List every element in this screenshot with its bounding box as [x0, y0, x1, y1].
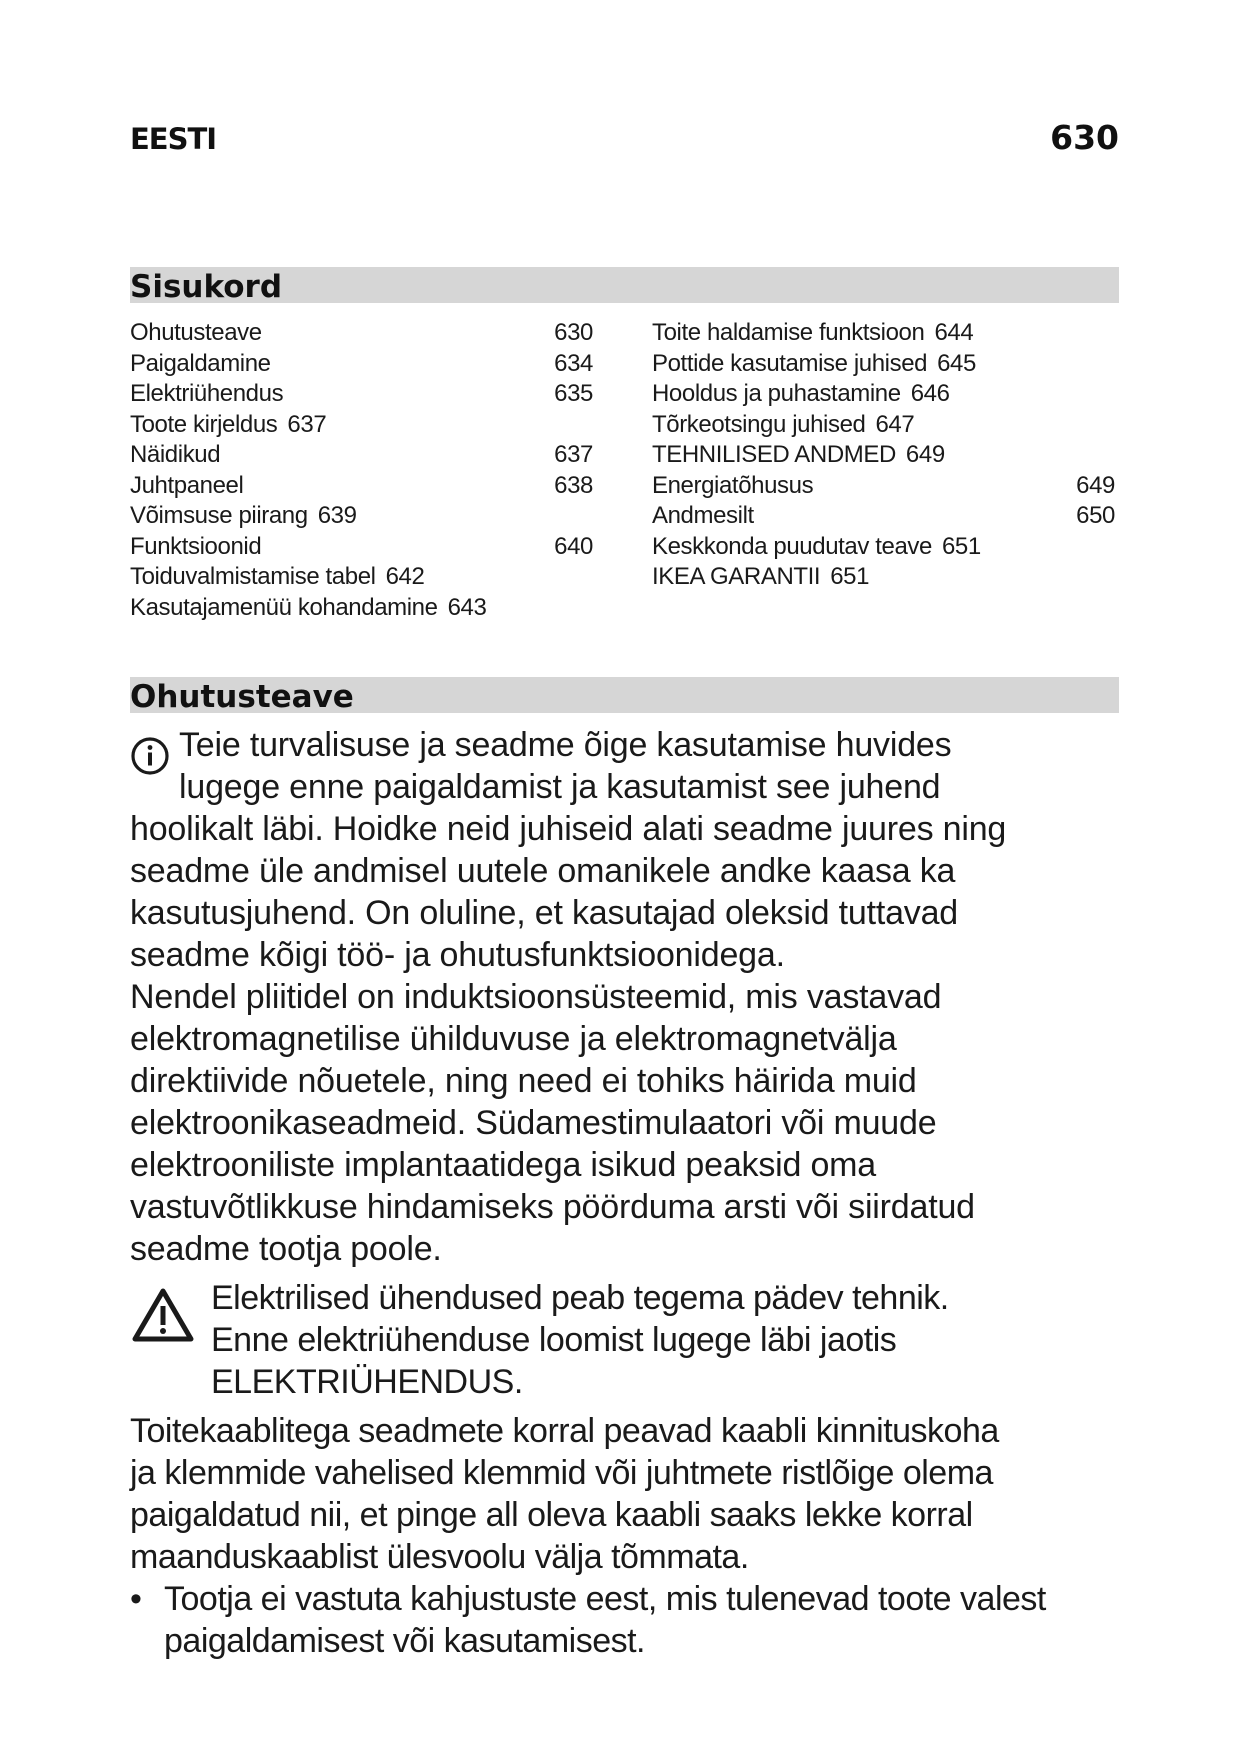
- toc-entry-label: Tõrkeotsingu juhised: [652, 410, 866, 438]
- text-line: Toitekaablitega seadmete korral peavad kaabli kinnituskoha: [130, 1412, 999, 1450]
- toc-entry-page: 634: [554, 349, 593, 377]
- electrical-warning-text: [211, 1277, 1111, 1403]
- toc-entry-page: 647: [875, 410, 915, 438]
- cable-paragraph: [130, 1410, 1119, 1578]
- text-line: seadme üle andmisel uutele omanikele andke kaasa ka: [130, 852, 956, 890]
- toc-entry-page: 643: [447, 593, 487, 621]
- toc-entry-page: 645: [937, 349, 976, 377]
- text-line: Enne elektriühenduse loomist lugege läbi jaotis: [211, 1321, 897, 1359]
- toc-entry-label: Toote kirjeldus: [130, 410, 278, 438]
- toc-entry: [130, 318, 593, 349]
- toc-entry-label: Võimsuse piirang: [130, 502, 308, 529]
- toc-entry-page: 651: [830, 563, 870, 590]
- toc-entry: [652, 379, 1115, 410]
- toc-entry-page: 651: [941, 532, 981, 560]
- toc-entry: [130, 379, 593, 410]
- toc-entry-label: Pottide kasutamise juhised: [652, 349, 928, 377]
- toc-entry: [130, 532, 593, 563]
- toc-entry-label: Kasutajamenüü kohandamine: [130, 593, 438, 621]
- toc-entry-label: IKEA GARANTII: [652, 563, 821, 590]
- language-label: EESTI: [130, 122, 217, 156]
- text-line: ja klemmide vahelised klemmid või juhtmete ristlõige olema: [130, 1454, 993, 1492]
- toc-entry-page: 644: [934, 319, 974, 346]
- toc-entry: [652, 318, 1115, 349]
- toc-right-column: [652, 318, 1115, 593]
- toc-entry-page: 650: [1076, 502, 1115, 529]
- text-line: Tootja ei vastuta kahjustuste eest, mis tulenevad toote valest: [164, 1580, 1046, 1618]
- toc-entry-label: Elektriühendus: [130, 380, 284, 407]
- toc-entry: [652, 440, 1115, 471]
- text-line: elektromagnetilise ühilduvuse ja elektromagnetvälja: [130, 1020, 897, 1058]
- toc-entry: [652, 349, 1115, 380]
- toc-title: Sisukord: [130, 269, 283, 305]
- toc-entry: [652, 410, 1115, 441]
- text-line: paigaldatud nii, et pinge all oleva kaabli saaks lekke korral: [130, 1496, 973, 1534]
- toc-entry: [130, 562, 593, 593]
- safety-intro-paragraph: [130, 724, 1119, 1270]
- bullet-item: [130, 1578, 1119, 1662]
- toc-left-column: [130, 318, 593, 623]
- text-line: elektroonikaseadmeid. Südamestimulaatori või muude: [130, 1104, 937, 1142]
- toc-entry-label: TEHNILISED ANDMED: [652, 441, 896, 468]
- toc-entry-label: Paigaldamine: [130, 349, 271, 377]
- toc-entry-page: 649: [1076, 471, 1115, 499]
- toc-entry: [652, 471, 1115, 502]
- bullet-text: [130, 1578, 1119, 1662]
- toc-entry: [130, 349, 593, 380]
- toc-entry-page: 638: [554, 471, 593, 499]
- text-line: seadme tootja poole.: [130, 1230, 442, 1268]
- warning-icon: [131, 1287, 195, 1343]
- text-line: seadme kõigi töö- ja ohutusfunktsioonidega.: [130, 936, 785, 974]
- toc-entry-label: Näidikud: [130, 441, 221, 468]
- toc-entry-page: 635: [554, 380, 593, 407]
- toc-entry: [652, 501, 1115, 532]
- toc-entry: [652, 532, 1115, 563]
- toc-entry-label: Energiatõhusus: [652, 471, 814, 499]
- toc-entry-page: 637: [287, 410, 327, 438]
- toc-entry: [130, 501, 593, 532]
- toc-entry-page: 630: [554, 319, 593, 346]
- toc-entry-label: Toiduvalmistamise tabel: [130, 563, 376, 590]
- toc-entry: [130, 471, 593, 502]
- toc-entry: [130, 410, 593, 441]
- text-line: maanduskaablist ülesvoolu välja tõmmata.: [130, 1538, 749, 1576]
- toc-entry-page: 637: [554, 441, 593, 468]
- safety-title: Ohutusteave: [130, 679, 354, 715]
- text-line: Nendel pliitidel on induktsioonsüsteemid, mis vastavad: [130, 978, 942, 1016]
- text-line: paigaldamisest või kasutamisest.: [164, 1622, 646, 1660]
- bullet-dot: •: [130, 1580, 142, 1618]
- page-number: 630: [1050, 118, 1119, 157]
- toc-entry-page: 649: [905, 441, 945, 468]
- text-line: ELEKTRIÜHENDUS.: [211, 1363, 523, 1401]
- toc-entry-label: Keskkonda puudutav teave: [652, 532, 932, 560]
- toc-entry-label: Toite haldamise funktsioon: [652, 319, 925, 346]
- toc-entry: [652, 562, 1115, 593]
- text-line: Elektrilised ühendused peab tegema pädev tehnik.: [211, 1279, 949, 1317]
- toc-entry-label: Funktsioonid: [130, 532, 262, 560]
- text-line: Teie turvalisuse ja seadme õige kasutamise huvides: [179, 726, 952, 764]
- toc-entry: [130, 440, 593, 471]
- text-line: lugege enne paigaldamist ja kasutamist see juhend: [179, 768, 941, 806]
- toc-entry-label: Juhtpaneel: [130, 471, 244, 499]
- toc-entry-label: Ohutusteave: [130, 319, 262, 346]
- text-line: kasutusjuhend. On oluline, et kasutajad oleksid tuttavad: [130, 894, 959, 932]
- toc-heading: [130, 267, 1119, 303]
- toc-entry-label: Andmesilt: [652, 502, 754, 529]
- toc-entry-page: 642: [385, 563, 425, 590]
- text-line: vastuvõtlikkuse hindamiseks pöörduma arsti või siirdatud: [130, 1188, 975, 1226]
- toc-entry-page: 646: [910, 380, 950, 407]
- text-line: elektrooniliste implantaatidega isikud peaksid oma: [130, 1146, 876, 1184]
- text-line: direktiivide nõuetele, ning need ei tohiks häirida muid: [130, 1062, 917, 1100]
- toc-entry-page: 640: [554, 532, 593, 560]
- toc-entry-label: Hooldus ja puhastamine: [652, 380, 901, 407]
- toc-entry-page: 639: [317, 502, 357, 529]
- safety-heading: [130, 677, 1119, 713]
- toc-entry: [130, 593, 593, 624]
- text-line: hoolikalt läbi. Hoidke neid juhiseid alati seadme juures ning: [130, 810, 1007, 848]
